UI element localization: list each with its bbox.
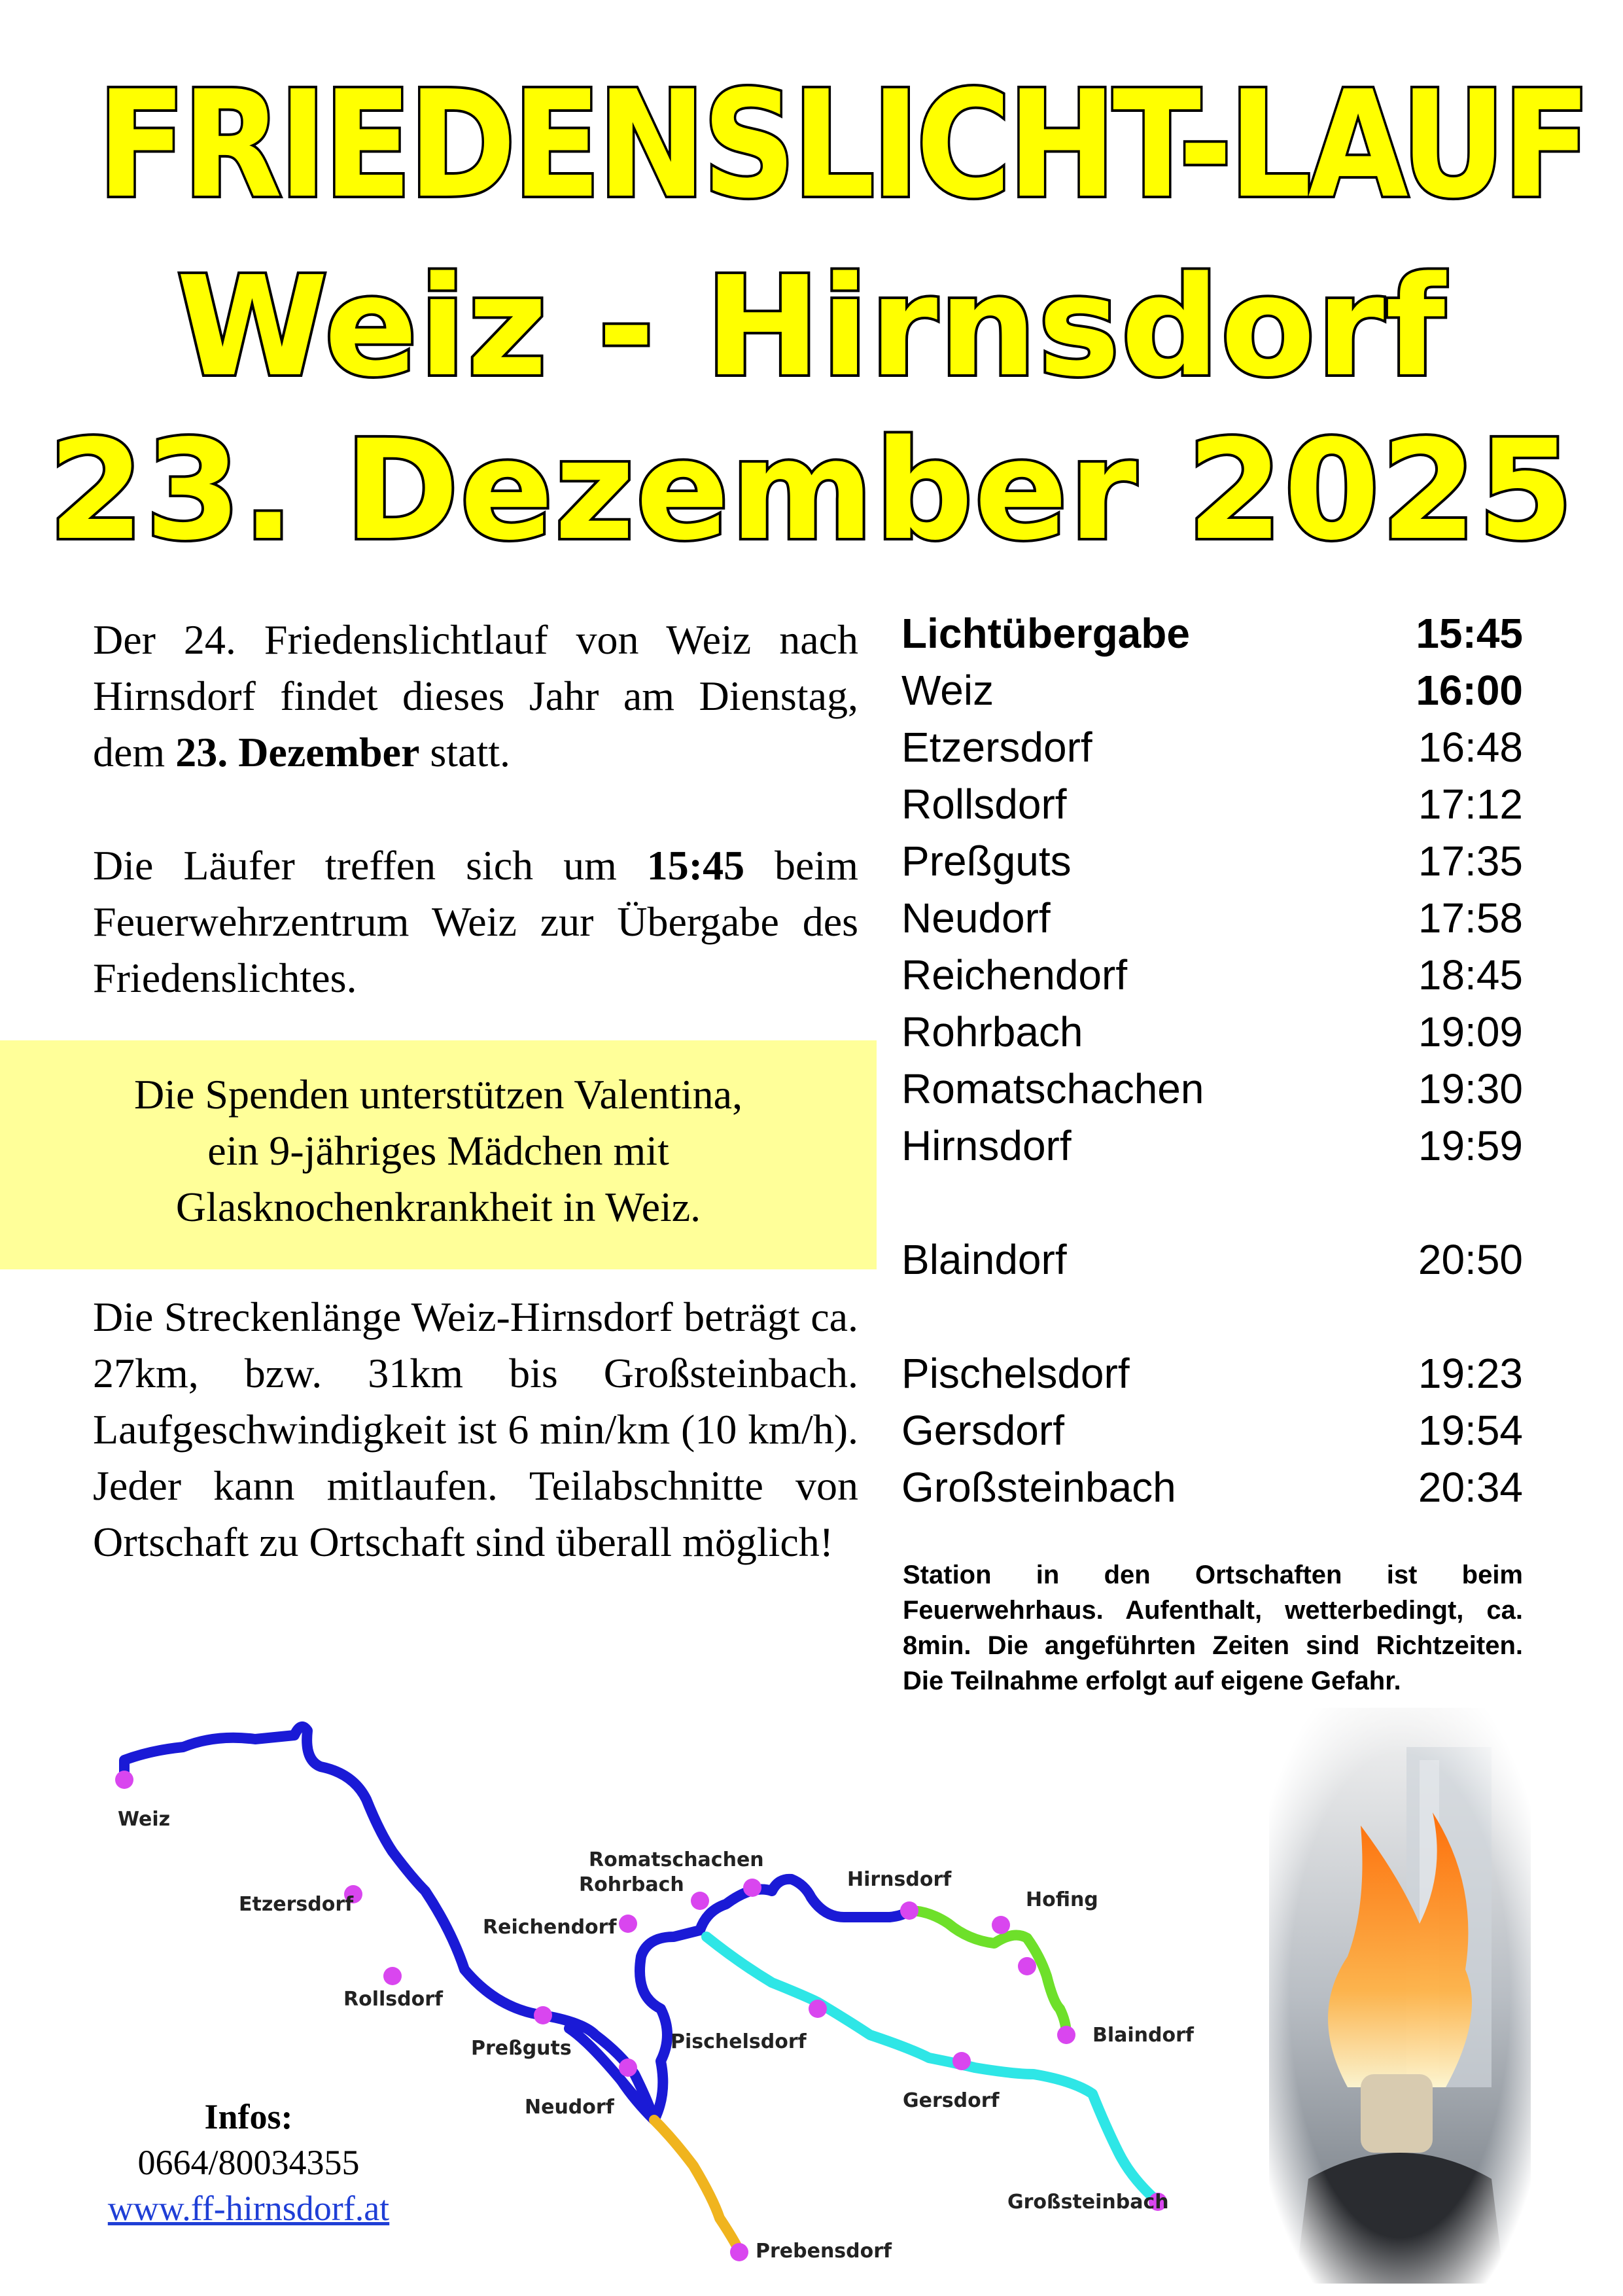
map-label-pischelsdorf: Pischelsdorf xyxy=(671,2030,807,2053)
schedule-place: Weiz xyxy=(901,667,994,714)
map-label-neudorf: Neudorf xyxy=(525,2096,614,2119)
stop-pressguts xyxy=(534,2006,552,2024)
schedule-place: Rohrbach xyxy=(901,1008,1083,1055)
schedule-time: 17:58 xyxy=(1418,894,1523,942)
infos-block xyxy=(85,2094,412,2231)
route-main-line-2 xyxy=(621,1879,909,2120)
infos-title: Infos: xyxy=(204,2097,293,2136)
schedule-place: Reichendorf xyxy=(901,951,1128,998)
schedule-time: 16:00 xyxy=(1416,667,1523,714)
schedule-place: Hirnsdorf xyxy=(901,1122,1072,1169)
map-label-hirnsdorf: Hirnsdorf xyxy=(847,1868,952,1891)
schedule-row xyxy=(901,1231,1523,1288)
map-label-blaindorf: Blaindorf xyxy=(1092,2024,1194,2047)
map-label-weiz: Weiz xyxy=(118,1808,171,1831)
stop-reichendorf xyxy=(619,1915,637,1933)
schedule-row xyxy=(901,1402,1523,1459)
stop-rollsdorf xyxy=(383,1967,402,1985)
intro-paragraph-meeting xyxy=(93,838,858,1006)
title-line-2: Weiz - Hirnsdorf xyxy=(176,247,1447,407)
map-label-grosssteinbach: Großsteinbach xyxy=(1007,2191,1169,2214)
stop-weiz xyxy=(115,1771,133,1789)
schedule-row xyxy=(901,719,1523,776)
schedule-row xyxy=(901,1061,1523,1118)
schedule-time: 19:23 xyxy=(1418,1350,1523,1397)
schedule-place: Preßguts xyxy=(901,838,1072,885)
route-orange-line xyxy=(654,2120,739,2251)
donation-line-2: ein 9-jähriges Mädchen mit xyxy=(207,1127,669,1174)
stop-pischelsdorf xyxy=(809,2000,827,2018)
schedule-row xyxy=(901,662,1523,719)
intro-paragraph-date xyxy=(93,612,858,781)
schedule-table xyxy=(901,605,1523,1516)
donation-line-1: Die Spenden unterstützen Valentina, xyxy=(133,1071,743,1118)
map-label-gersdorf: Gersdorf xyxy=(903,2089,1000,2112)
schedule-time: 19:30 xyxy=(1418,1065,1523,1112)
schedule-row xyxy=(901,1345,1523,1402)
schedule-place: Pischelsdorf xyxy=(901,1350,1130,1397)
schedule-row xyxy=(901,1459,1523,1516)
schedule-time: 19:59 xyxy=(1418,1122,1523,1169)
meeting-text: Die Läufer treffen sich um xyxy=(93,842,647,889)
schedule-place: Großsteinbach xyxy=(901,1464,1176,1511)
map-label-rohrbach: Rohrbach xyxy=(579,1873,684,1896)
schedule-row xyxy=(901,776,1523,833)
schedule-row xyxy=(901,1118,1523,1174)
infos-phone: 0664/80034355 xyxy=(137,2143,360,2182)
schedule-time: 20:34 xyxy=(1418,1464,1523,1511)
torch-photo xyxy=(1269,1708,1531,2284)
stop-hofing xyxy=(992,1916,1010,1934)
intro-date: 23. Dezember xyxy=(175,729,420,775)
stop-neudorf xyxy=(619,2058,637,2077)
donation-line-3: Glasknochenkrankheit in Weiz. xyxy=(175,1184,701,1230)
meeting-time: 15:45 xyxy=(646,842,745,889)
schedule-row xyxy=(901,890,1523,947)
title-line-3: 23. Dezember 2025 xyxy=(48,410,1575,571)
schedule-time: 17:35 xyxy=(1418,838,1523,885)
map-label-etzersdorf: Etzersdorf xyxy=(239,1893,354,1916)
intro-text: Der 24. Friedenslichtlauf von Weiz nach Hirnsdorf findet dieses Jahr am Dienstag, dem xyxy=(93,616,858,775)
website-link[interactable]: www.ff-hirnsdorf.at xyxy=(107,2189,390,2228)
schedule-place: Etzersdorf xyxy=(901,724,1092,771)
stop-gersdorf xyxy=(952,2052,971,2070)
donation-box xyxy=(0,1040,877,1269)
stop-rohrbach xyxy=(691,1892,709,1910)
schedule-time: 16:48 xyxy=(1418,724,1523,771)
map-label-hofing: Hofing xyxy=(1026,1888,1098,1911)
map-label-pressguts: Preßguts xyxy=(471,2037,572,2060)
meeting-text-end: beim Feuerwehrzentrum Weiz zur Übergabe des Friedenslichtes. xyxy=(93,842,858,1001)
station-note: Station in den Ortschaften ist beim Feuerwehrhaus. Aufenthalt, wetterbedingt, ca. 8min. Die angeführten Zeiten sind Richtzeiten. Die Teilnahme erfolgt auf eigene Gefahr. xyxy=(903,1561,1523,1695)
schedule-place: Rollsdorf xyxy=(901,781,1067,828)
route-green-line xyxy=(909,1911,1066,2035)
schedule-place: Blaindorf xyxy=(901,1236,1067,1283)
schedule-time: 17:12 xyxy=(1418,781,1523,828)
schedule-time: 15:45 xyxy=(1416,610,1523,657)
route-cyan-line xyxy=(707,1937,1158,2202)
schedule-time: 20:50 xyxy=(1418,1236,1523,1283)
stop-blaindorf xyxy=(1057,2026,1075,2044)
map-label-rollsdorf: Rollsdorf xyxy=(343,1988,444,2011)
schedule-row xyxy=(901,1004,1523,1061)
schedule-time: 18:45 xyxy=(1418,951,1523,998)
schedule-place: Gersdorf xyxy=(901,1407,1064,1454)
stop-hirnsdorf xyxy=(900,1901,918,1920)
intro-text-end: statt. xyxy=(419,729,510,775)
stop-prebensdorf xyxy=(730,2243,748,2261)
schedule-row xyxy=(901,947,1523,1004)
schedule-place: Romatschachen xyxy=(901,1065,1204,1112)
map-label-reichendorf: Reichendorf xyxy=(483,1916,617,1939)
stop-romatschachen xyxy=(743,1879,761,1897)
schedule-row xyxy=(901,605,1523,662)
schedule-time: 19:54 xyxy=(1418,1407,1523,1454)
stop-hofing-2 xyxy=(1018,1957,1036,1975)
schedule-row xyxy=(901,833,1523,890)
map-label-prebensdorf: Prebensdorf xyxy=(756,2240,892,2263)
donation-text xyxy=(0,1067,877,1235)
map-label-romatschachen: Romatschachen xyxy=(589,1848,764,1871)
title-line-1: FRIEDENSLICHT-LAUF xyxy=(97,60,1588,231)
schedule-place: Lichtübergabe xyxy=(901,610,1190,657)
schedule-place: Neudorf xyxy=(901,894,1051,942)
schedule-time: 19:09 xyxy=(1418,1008,1523,1055)
route-info-paragraph: Die Streckenlänge Weiz-Hirnsdorf beträgt ca. 27km, bzw. 31km bis Großsteinbach. Laufgeschwindigkeit ist 6 min/km (10 km/h). Jeder kann mitlaufen. Teilabschnitte von Ortschaft zu Ortschaft sind überall möglich! xyxy=(93,1294,858,1565)
